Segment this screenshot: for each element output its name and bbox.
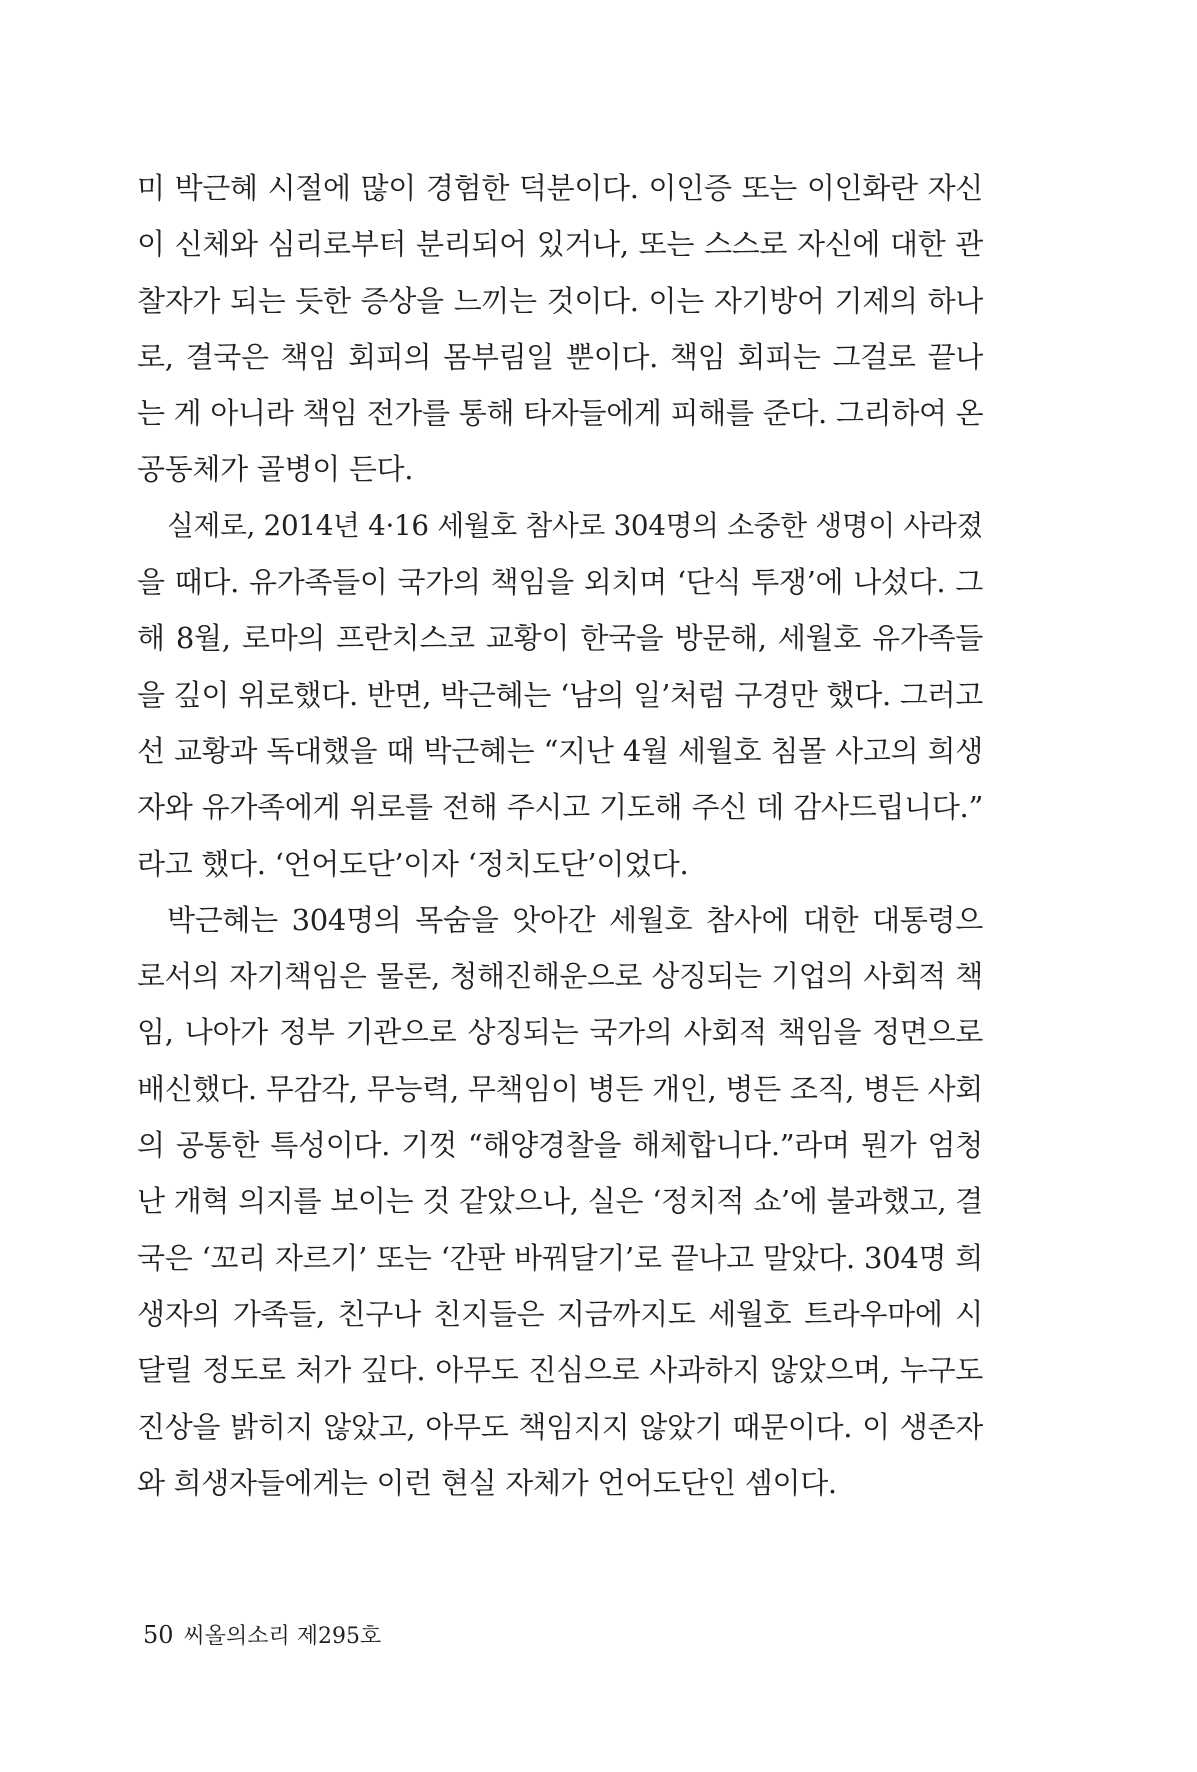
text-line: 공동체가 골병이 든다. bbox=[137, 452, 414, 487]
text-line: 실제로, 2014년 4·16 세월호 참사로 304명의 소중한 생명이 사라졌 bbox=[167, 508, 983, 542]
text-line: 자와 유가족에게 위로를 전해 주시고 기도해 주신 데 감사드립니다.” bbox=[137, 790, 983, 825]
text-line: 달릴 정도로 처가 깊다. 아무도 진심으로 사과하지 않았으며, 누구도 bbox=[137, 1353, 983, 1388]
text-line: 임, 나아가 정부 기관으로 상징되는 국가의 사회적 책임을 정면으로 bbox=[137, 1015, 983, 1050]
text-line: 생자의 가족들, 친구나 친지들은 지금까지도 세월호 트라우마에 시 bbox=[137, 1296, 983, 1331]
publication-title: 씨올의소리 제295호 bbox=[183, 1624, 382, 1649]
text-line: 해 8월, 로마의 프란치스코 교황이 한국을 방문해, 세월호 유가족들 bbox=[137, 621, 983, 656]
text-line: 난 개혁 의지를 보이는 것 같았으나, 실은 ‘정치적 쇼’에 불과했고, 결 bbox=[137, 1184, 983, 1219]
paragraph-2 bbox=[137, 498, 983, 892]
paragraph-1 bbox=[137, 160, 983, 498]
text-line: 의 공통한 특성이다. 기껏 “해양경찰을 해체합니다.”라며 뭔가 엄청 bbox=[137, 1128, 983, 1163]
text-line: 라고 했다. ‘언어도단’이자 ‘정치도단’이었다. bbox=[137, 846, 689, 881]
page-footer bbox=[143, 1620, 381, 1652]
text-line: 로, 결국은 책임 회피의 몸부림일 뿐이다. 책임 회피는 그걸로 끝나 bbox=[137, 339, 983, 374]
text-line: 배신했다. 무감각, 무능력, 무책임이 병든 개인, 병든 조직, 병든 사회 bbox=[137, 1071, 983, 1106]
text-line: 을 깊이 위로했다. 반면, 박근혜는 ‘남의 일’처럼 구경만 했다. 그러고 bbox=[137, 677, 983, 712]
body-text bbox=[137, 160, 983, 1511]
text-line: 와 희생자들에게는 이런 현실 자체가 언어도단인 셈이다. bbox=[137, 1465, 837, 1500]
text-line: 로서의 자기책임은 물론, 청해진해운으로 상징되는 기업의 사회적 책 bbox=[137, 959, 983, 994]
text-line: 국은 ‘꼬리 자르기’ 또는 ‘간판 바꿔달기’로 끝나고 말았다. 304명 희 bbox=[137, 1240, 983, 1275]
text-line: 이 신체와 심리로부터 분리되어 있거나, 또는 스스로 자신에 대한 관 bbox=[137, 227, 983, 262]
paragraph-3 bbox=[137, 892, 983, 1511]
text-line: 찰자가 되는 듯한 증상을 느끼는 것이다. 이는 자기방어 기제의 하나 bbox=[137, 283, 983, 318]
text-line: 박근혜는 304명의 목숨을 앗아간 세월호 참사에 대한 대통령으 bbox=[167, 902, 983, 937]
text-line: 미 박근혜 시절에 많이 경험한 덕분이다. 이인증 또는 이인화란 자신 bbox=[137, 171, 983, 205]
text-line: 선 교황과 독대했을 때 박근혜는 “지난 4월 세월호 침몰 사고의 희생 bbox=[137, 733, 983, 768]
page-number: 50 bbox=[143, 1621, 174, 1649]
text-line: 진상을 밝히지 않았고, 아무도 책임지지 않았기 때문이다. 이 생존자 bbox=[137, 1409, 983, 1444]
text-line: 을 때다. 유가족들이 국가의 책임을 외치며 ‘단식 투쟁’에 나섰다. 그 bbox=[137, 565, 983, 600]
text-line: 는 게 아니라 책임 전가를 통해 타자들에게 피해를 준다. 그리하여 온 bbox=[137, 396, 984, 431]
